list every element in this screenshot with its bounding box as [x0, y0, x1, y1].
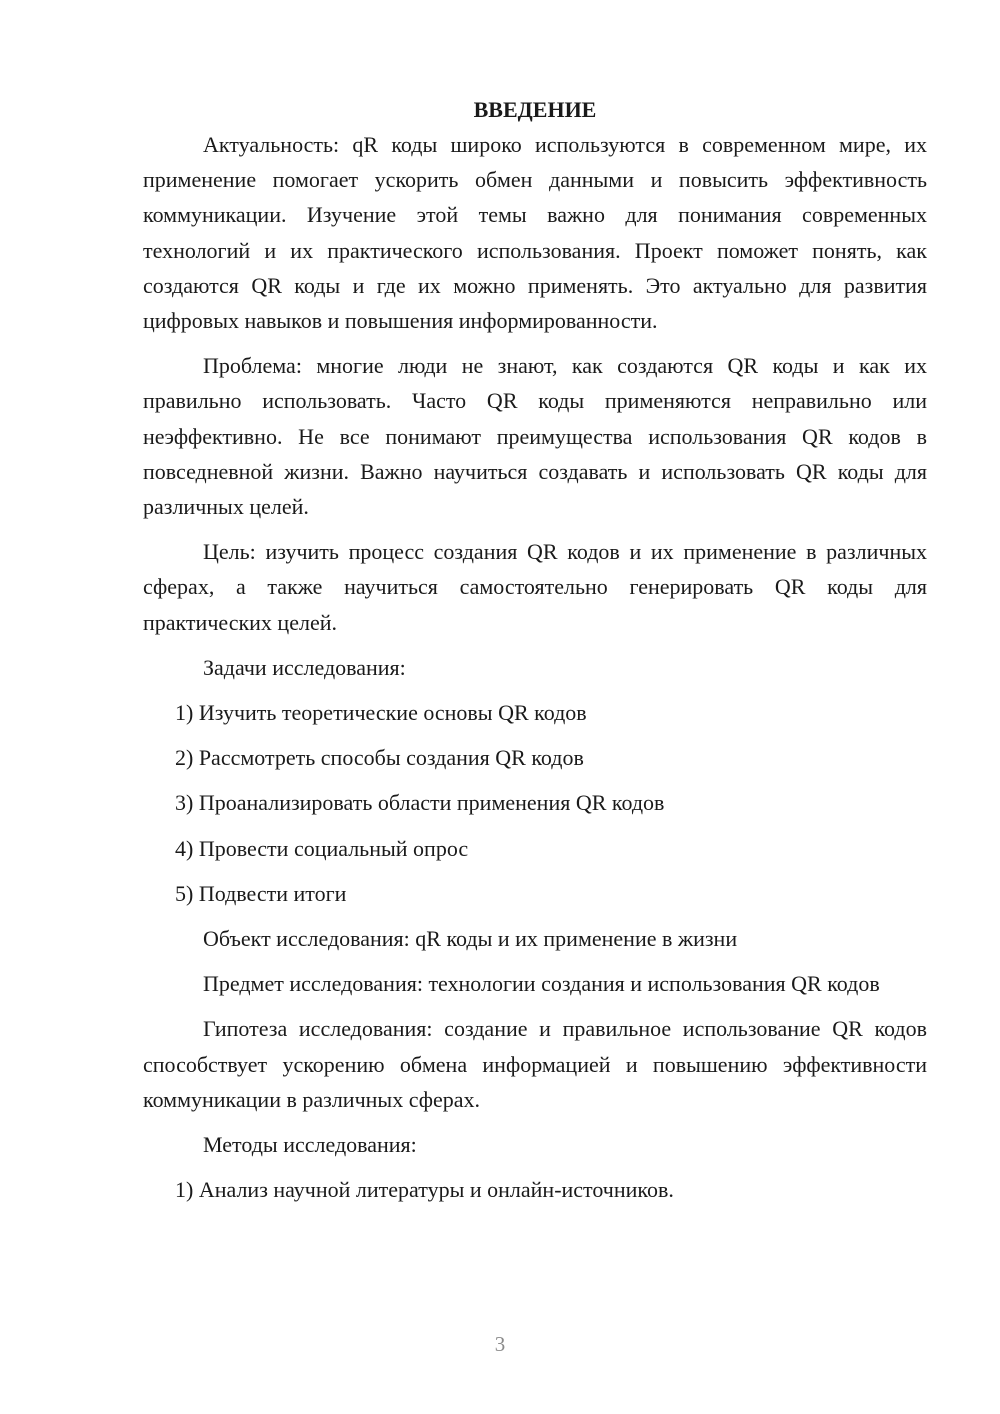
hypothesis-paragraph: Гипотеза исследования: создание и правильное использование QR кодов способствует ускорению обмена информацией и повышению эффективности коммуникации в различных сферах.: [143, 1016, 927, 1112]
task-item-4: 4) Провести социальный опрос: [175, 835, 469, 861]
task-item-5: 5) Подвести итоги: [175, 880, 347, 906]
task-item-3: 3) Проанализировать области применения QR кодов: [175, 790, 665, 816]
problem-paragraph: Проблема: многие люди не знают, как создаются QR коды и как их правильно использовать. Часто QR коды применяются неправильно или неэффективно. Не все понимают преимущества использования QR кодов в повседневной жизни. Важно научиться создавать и использовать QR коды для различных целей.: [143, 353, 927, 520]
task-item-1: 1) Изучить теоретические основы QR кодов: [175, 700, 587, 726]
object-paragraph: Объект исследования: qR коды и их применение в жизни: [203, 926, 738, 952]
goal-paragraph: Цель: изучить процесс создания QR кодов и их применение в различных сферах, а также научиться самостоятельно генерировать QR коды для практических целей.: [143, 539, 927, 635]
relevance-paragraph: Актуальность: qR коды широко используются в современном мире, их применение помогает ускорить обмен данными и повысить эффективность коммуникации. Изучение этой темы важно для понимания современных технологий и их практического использования. Проект поможет понять, как создаются QR коды и где их можно применять. Это актуально для развития цифровых навыков и повышения информированности.: [143, 132, 927, 334]
page-number: 3: [494, 1332, 506, 1356]
section-heading: ВВЕДЕНИЕ: [473, 97, 597, 122]
methods-heading: Методы исследования:: [203, 1132, 417, 1158]
subject-paragraph: Предмет исследования: технологии создания и использования QR кодов: [203, 971, 880, 997]
document-page: [143, 92, 927, 1217]
tasks-heading: Задачи исследования:: [203, 654, 406, 680]
method-item-1: 1) Анализ научной литературы и онлайн-источников.: [175, 1177, 674, 1203]
task-item-2: 2) Рассмотреть способы создания QR кодов: [175, 745, 584, 771]
